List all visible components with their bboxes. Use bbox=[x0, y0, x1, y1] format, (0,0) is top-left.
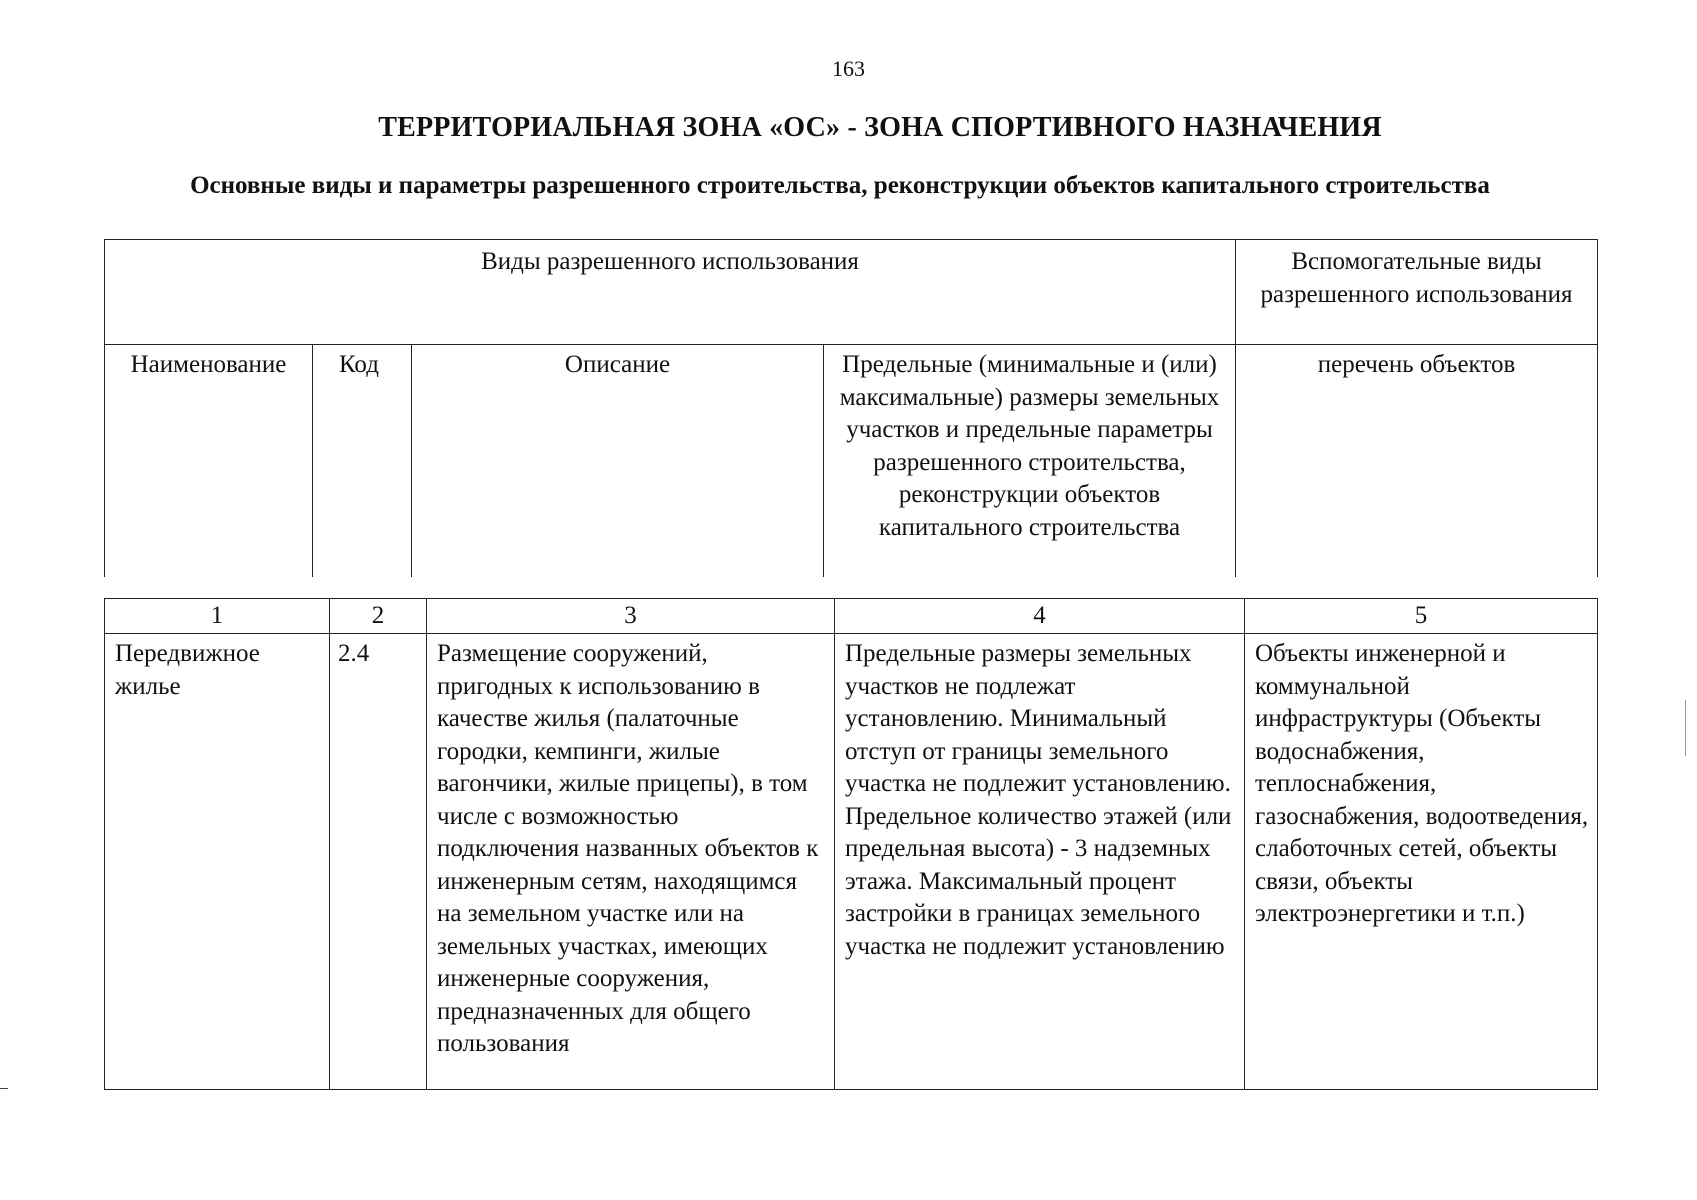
header-table bbox=[104, 239, 1598, 577]
column-number: 5 bbox=[1245, 599, 1598, 634]
header-col-limits: Предельные (минимальные и (или) максимальные) размеры земельных участков и предельные параметры разрешенного строительства, реконструкции объектов капитального строительства bbox=[824, 345, 1236, 578]
zone-title: ТЕРРИТОРИАЛЬНАЯ ЗОНА «ОС» - ЗОНА СПОРТИВНОГО НАЗНАЧЕНИЯ bbox=[378, 112, 1382, 143]
header-group-row bbox=[105, 240, 1598, 345]
header-col-name: Наименование bbox=[105, 345, 313, 578]
header-main-group: Виды разрешенного использования bbox=[105, 240, 1236, 345]
table-row bbox=[105, 634, 1598, 1090]
column-number: 3 bbox=[427, 599, 835, 634]
header-columns-row bbox=[105, 345, 1598, 578]
row-description: Размещение сооружений, пригодных к использованию в качестве жилья (палаточные городки, кемпинги, жилые вагончики, жилые прицепы), в том числе с возможностью подключения названных объектов к инженерным сетям, находящимся на земельном участке или на земельных участках, имеющих инженерные сооружения, предназначенных для общего пользования bbox=[427, 634, 835, 1090]
header-col-code: Код bbox=[313, 345, 412, 578]
row-limits: Предельные размеры земельных участков не подлежат установлению. Минимальный отступ от границы земельного участка не подлежит установлению. Предельное количество этажей (или предельная высота) - 3 надземных этажа. Максимальный процент застройки в границах земельного участка не подлежит установлению bbox=[835, 634, 1245, 1090]
header-col-description: Описание bbox=[412, 345, 824, 578]
column-number: 1 bbox=[105, 599, 330, 634]
column-number: 4 bbox=[835, 599, 1245, 634]
header-aux-group: Вспомогательные виды разрешенного использования bbox=[1236, 240, 1598, 345]
header-col-aux: перечень объектов bbox=[1236, 345, 1598, 578]
section-title: Основные виды и параметры разрешенного строительства, реконструкции объектов капитального строительства bbox=[190, 172, 1490, 199]
column-number-row bbox=[105, 599, 1598, 634]
column-number: 2 bbox=[330, 599, 427, 634]
row-code: 2.4 bbox=[330, 634, 427, 1090]
scan-edge-mark bbox=[0, 1088, 8, 1089]
scan-edge-mark bbox=[1685, 700, 1686, 756]
page-number: 163 bbox=[832, 56, 865, 81]
row-aux: Объекты инженерной и коммунальной инфраструктуры (Объекты водоснабжения, теплоснабжения, газоснабжения, водоотведения, слаботочных сетей, объекты связи, объекты электроэнергетики и т.п.) bbox=[1245, 634, 1598, 1090]
data-table bbox=[104, 598, 1598, 1090]
row-name: Передвижное жилье bbox=[105, 634, 330, 1090]
